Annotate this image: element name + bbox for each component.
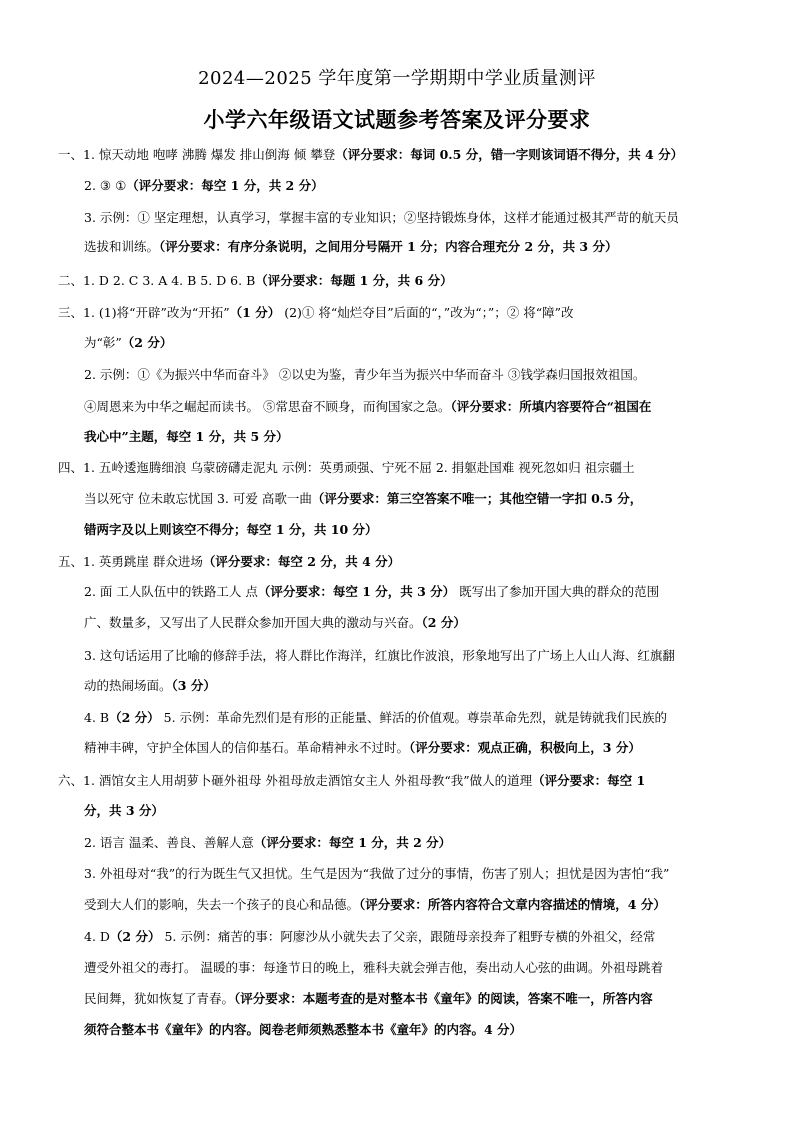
answer-line: 精神丰碑，守护全体国人的信仰基石。革命精神永不过时。（评分要求：观点正确，积极向上，3 分）	[84, 740, 641, 755]
answer-line: 受到大人们的影响，失去一个孩子的良心和品德。（评分要求：所答内容符合文章内容描述的情境，4 分）	[84, 897, 666, 912]
answer-line: ④周恩来为中华之崛起而读书。 ⑤常思奋不顾身，而徇国家之急。（评分要求：所填内容要符合“祖国在	[84, 399, 652, 414]
answer-line: 分，共 3 分）	[84, 803, 164, 818]
answer-line: 2. 面 工人队伍中的铁路工人 点（评分要求：每空 1 分，共 3 分） 既写出了参加开国大典的群众的范围	[84, 584, 660, 599]
answer-line: 一、1. 惊天动地 咆哮 沸腾 爆发 排山倒海 倾 攀登（评分要求：每词 0.5 分，错一字则该词语不得分，共 4 分）	[58, 147, 684, 162]
answer-line: 选拔和训练。（评分要求：有序分条说明，之间用分号隔开 1 分；内容合理充分 2 分，共 3 分）	[84, 239, 618, 254]
answer-line: 3. 外祖母对“我”的行为既生气又担忧。生气是因为“我做了过分的事情，伤害了别人；担忧是因为害怕“我”	[84, 866, 670, 881]
answer-line: 为“彰”（2 分）	[84, 335, 173, 350]
answer-line: 3. 示例：① 坚定理想，认真学习，掌握丰富的专业知识；②坚持锻炼身体，这样才能通过极其严苛的航天员	[84, 210, 679, 225]
answer-line: 遭受外祖父的毒打。 温暖的事：每逢节日的晚上，雅科夫就会弹吉他，奏出动人心弦的曲调。外祖母跳着	[84, 960, 663, 975]
answer-line: 2. 语言 温柔、善良、善解人意（评分要求：每空 1 分，共 2 分）	[84, 835, 452, 850]
answer-line: 动的热闹场面。（3 分）	[84, 678, 216, 693]
answer-line: 2. 示例：①《为振兴中华而奋斗》 ②以史为鉴，青少年当为振兴中华而奋斗 ③钱学森归国报效祖国。	[84, 367, 646, 382]
exam-title: 2024—2025 学年度第一学期期中学业质量测评	[198, 68, 596, 89]
answer-line: 广、数量多，又写出了人民群众参加开国大典的激动与兴奋。（2 分）	[84, 615, 466, 630]
answer-line: 三、1. (1)将“开辟”改为“开拓”（1 分） (2)① 将“灿烂夺目”后面的“，”改为“；”；② 将“障”改	[58, 305, 574, 320]
answer-line: 五、1. 英勇跳崖 群众进场（评分要求：每空 2 分，共 4 分）	[58, 554, 401, 569]
answer-line: 六、1. 酒馆女主人用胡萝卜砸外祖母 外祖母放走酒馆女主人 外祖母教“我”做人的道理（评分要求：每空 1	[58, 773, 646, 788]
document-subtitle: 小学六年级语文试题参考答案及评分要求	[203, 107, 591, 132]
answer-line: 4. B（2 分） 5. 示例：革命先烈们是有形的正能量、鲜活的价值观。尊崇革命先烈，就是铸就我们民族的	[84, 710, 668, 725]
answer-line: 4. D（2 分） 5. 示例：痛苦的事：阿廖沙从小就失去了父亲，跟随母亲投奔了粗野专横的外祖父，经常	[84, 929, 656, 944]
answer-line: 错两字及以上则该空不得分；每空 1 分，共 10 分）	[84, 522, 378, 537]
answer-line: 须符合整本书《童年》的内容。阅卷老师须熟悉整本书《童年》的内容。4 分）	[84, 1022, 523, 1037]
answer-line: 四、1. 五岭逶迤腾细浪 乌蒙磅礴走泥丸 示例：英勇顽强、宁死不屈 2. 捐躯赴国难 视死忽如归 祖宗疆土	[58, 460, 635, 475]
answer-line: 3. 这句话运用了比喻的修辞手法，将人群比作海洋，红旗比作波浪，形象地写出了广场上人山人海、红旗翻	[84, 648, 675, 663]
answer-line: 民间舞，犹如恢复了青春。（评分要求：本题考查的是对整本书《童年》的阅读，答案不唯一，所答内容	[84, 991, 653, 1006]
answer-line: 二、1. D 2. C 3. A 4. B 5. D 6. B（评分要求：每题 1 分，共 6 分）	[58, 273, 453, 288]
answer-line: 2. ③ ①（评分要求：每空 1 分，共 2 分）	[84, 178, 324, 193]
answer-line: 当以死守 位未敢忘忧国 3. 可爱 高歌一曲（评分要求：第三空答案不唯一；其他空错一字扣 0.5 分，	[84, 491, 643, 506]
answer-line: 我心中”主题，每空 1 分，共 5 分）	[84, 429, 289, 444]
